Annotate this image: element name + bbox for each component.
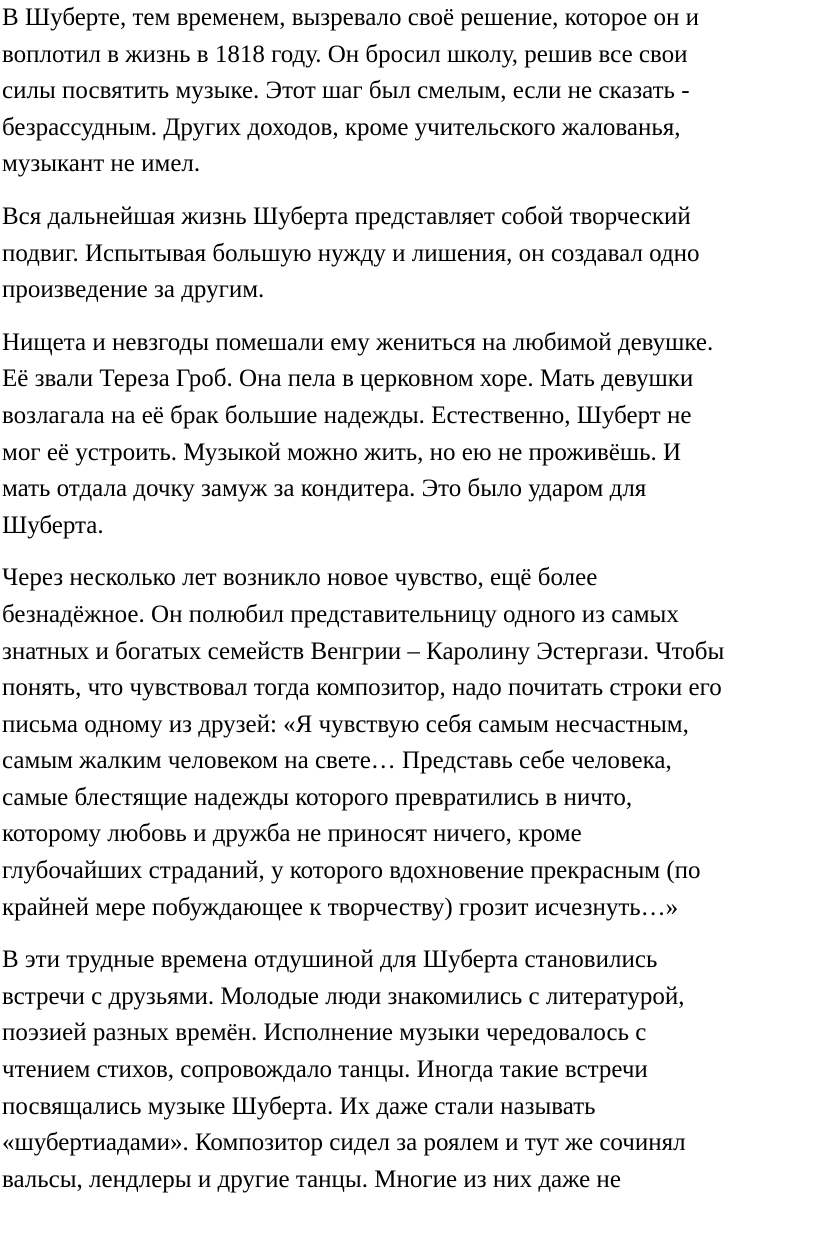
text-line: крайней мере побуждающее к творчеству) грозит исчезнуть…» <box>2 893 679 921</box>
text-line: Через несколько лет возникло новое чувство, ещё более <box>2 564 598 592</box>
paragraph-5 <box>2 942 810 1198</box>
text-line: самым жалким человеком на свете… Представь себе человека, <box>2 747 672 775</box>
text-line: Вся дальнейшая жизнь Шуберта представляет собой творческий <box>2 202 691 230</box>
text-line: Её звали Тереза Гроб. Она пела в церковном хоре. Мать девушки <box>2 365 694 393</box>
text-line: воплотил в жизнь в 1818 году. Он бросил школу, решив все свои <box>2 40 688 68</box>
text-line: силы посвятить музыке. Этот шаг был смелым, если не сказать - <box>2 77 690 105</box>
text-line: чтением стихов, сопровождало танцы. Иногда такие встречи <box>2 1056 648 1084</box>
text-line: встречи с друзьями. Молодые люди знакомились с литературой, <box>2 982 685 1010</box>
text-line: произведение за другим. <box>2 276 265 304</box>
text-line: поэзией разных времён. Исполнение музыки чередовалось с <box>2 1019 647 1047</box>
text-line: вальсы, лендлеры и другие танцы. Многие из них даже не <box>2 1165 621 1193</box>
text-line: «шубертиадами». Композитор сидел за роялем и тут же сочинял <box>2 1129 686 1157</box>
text-line: глубочайших страданий, у которого вдохновение прекрасным (по <box>2 857 701 885</box>
text-line: мать отдала дочку замуж за кондитера. Это было ударом для <box>2 475 647 503</box>
text-line: безрассудным. Других доходов, кроме учительского жалованья, <box>2 113 681 141</box>
text-line: безнадёжное. Он полюбил представительницу одного из самых <box>2 600 679 628</box>
text-line: которому любовь и дружба не приносят ничего, кроме <box>2 820 582 848</box>
text-line: В эти трудные времена отдушиной для Шуберта становились <box>2 946 658 974</box>
text-line: понять, что чувствовал тогда композитор, надо почитать строки его <box>2 674 722 702</box>
paragraph-4 <box>2 560 810 926</box>
text-line: музыкант не имел. <box>2 150 201 178</box>
text-line: подвиг. Испытывая большую нужду и лишения, он создавал одно <box>2 239 700 267</box>
text-line: письма одному из друзей: «Я чувствую себя самым несчастным, <box>2 710 689 738</box>
text-line: самые блестящие надежды которого превратились в ничто, <box>2 783 633 811</box>
text-line: мог её устроить. Музыкой можно жить, но ею не проживёшь. И <box>2 438 682 466</box>
paragraph-1 <box>2 0 810 183</box>
text-line: посвящались музыке Шуберта. Их даже стали называть <box>2 1092 596 1120</box>
text-line: В Шуберте, тем временем, вызревало своё решение, которое он и <box>2 4 699 31</box>
paragraph-2 <box>2 199 810 309</box>
text-line: Нищета и невзгоды помешали ему жениться на любимой девушке. <box>2 328 714 356</box>
paragraph-3 <box>2 325 810 545</box>
text-line: Шуберта. <box>2 511 104 539</box>
text-line: знатных и богатых семейств Венгрии – Каролину Эстергази. Чтобы <box>2 637 725 665</box>
text-line: возлагала на её брак большие надежды. Естественно, Шуберт не <box>2 401 692 429</box>
